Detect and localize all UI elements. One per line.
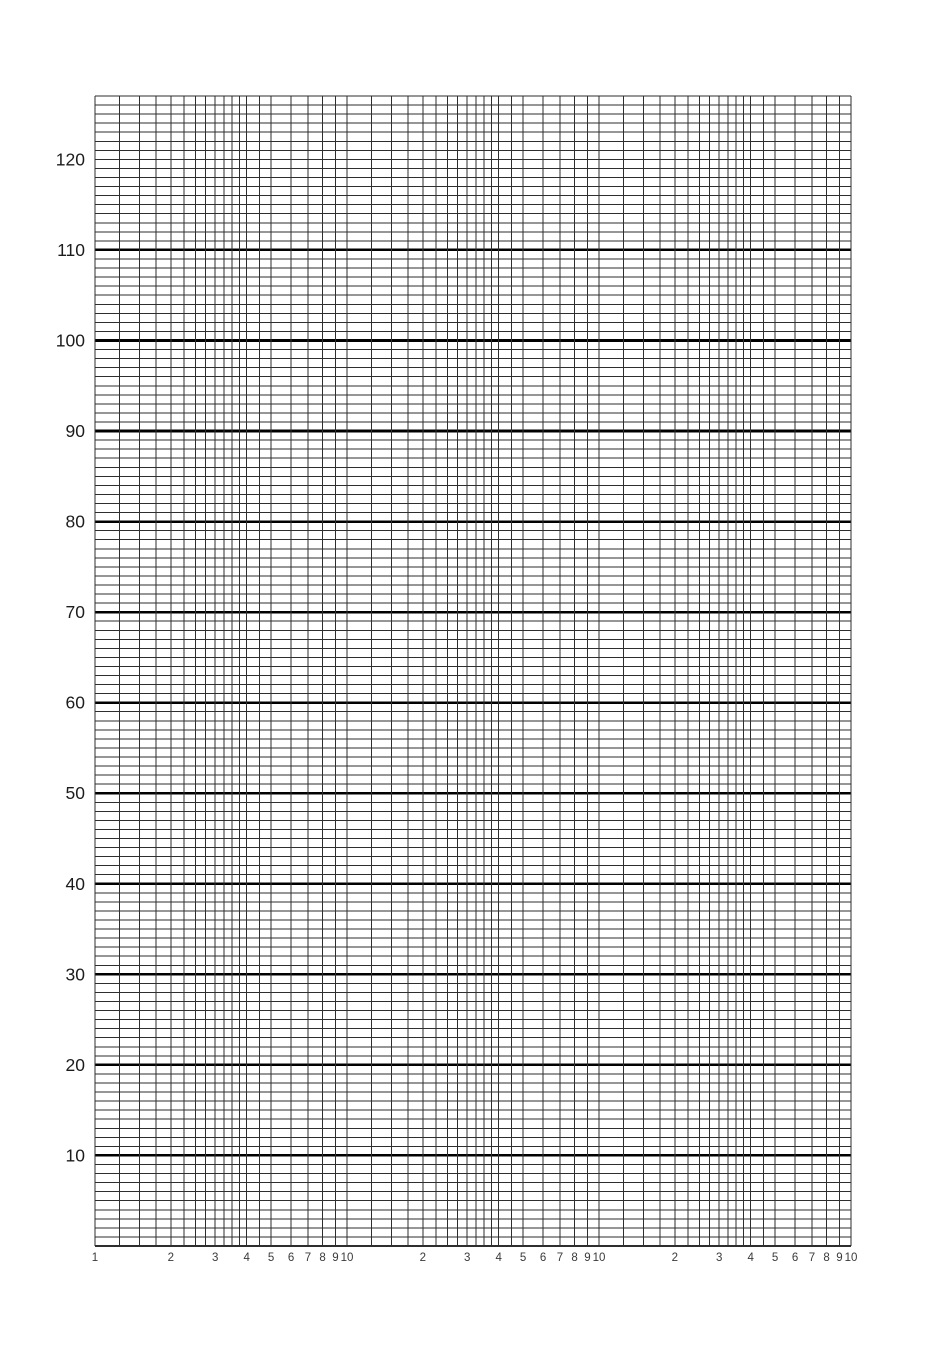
- x-axis-tick-label: 8: [571, 1252, 578, 1264]
- x-axis-tick-label: 6: [287, 1252, 295, 1264]
- x-axis-tick-label: 9: [584, 1252, 591, 1264]
- x-axis-tick-label: 5: [267, 1252, 275, 1264]
- y-axis-tick-label: 10: [65, 1145, 85, 1166]
- y-axis-tick-label: 40: [65, 873, 85, 894]
- x-axis-tick-label: 1: [91, 1252, 99, 1264]
- x-axis-tick-label: 9: [332, 1252, 339, 1264]
- x-axis-tick-label: 7: [304, 1252, 312, 1264]
- x-axis-tick-label: 6: [791, 1252, 799, 1264]
- grid-lines: [95, 96, 851, 1246]
- x-axis-tick-label: 3: [212, 1252, 219, 1264]
- y-axis-tick-label: 60: [65, 692, 85, 713]
- x-axis-tick-label: 8: [319, 1252, 326, 1264]
- x-axis-tick-label: 4: [495, 1252, 502, 1264]
- x-axis-tick-label: 7: [808, 1252, 816, 1264]
- x-axis-tick-label: 3: [716, 1252, 723, 1264]
- y-axis-tick-label: 70: [65, 602, 85, 623]
- x-axis-tick-labels: [92, 1252, 858, 1264]
- x-axis-tick-label: 5: [771, 1252, 779, 1264]
- y-axis-tick-label: 50: [65, 783, 85, 804]
- x-axis-tick-label: 2: [167, 1252, 175, 1264]
- y-axis-tick-label: 90: [65, 421, 85, 442]
- y-axis-tick-label: 100: [55, 330, 85, 351]
- x-axis-tick-label: 4: [747, 1252, 754, 1264]
- y-axis-tick-label: 80: [65, 511, 85, 532]
- x-axis-tick-label: 3: [464, 1252, 471, 1264]
- y-axis-tick-label: 120: [55, 149, 85, 170]
- x-axis-tick-label: 10: [340, 1252, 354, 1264]
- x-axis-tick-label: 10: [844, 1252, 858, 1264]
- x-axis-tick-label: 2: [419, 1252, 427, 1264]
- x-axis-tick-label: 6: [539, 1252, 547, 1264]
- x-axis-tick-label: 8: [823, 1252, 830, 1264]
- y-axis-tick-labels: [56, 149, 85, 1165]
- x-axis-tick-label: 2: [671, 1252, 679, 1264]
- x-axis-tick-label: 4: [243, 1252, 250, 1264]
- x-axis-tick-label: 5: [519, 1252, 527, 1264]
- y-axis-tick-label: 30: [65, 964, 85, 985]
- x-axis-tick-label: 10: [592, 1252, 606, 1264]
- y-axis-tick-label: 20: [65, 1054, 85, 1075]
- x-axis-tick-label: 7: [556, 1252, 564, 1264]
- x-axis-tick-label: 9: [836, 1252, 843, 1264]
- y-axis-tick-label: 110: [57, 239, 85, 260]
